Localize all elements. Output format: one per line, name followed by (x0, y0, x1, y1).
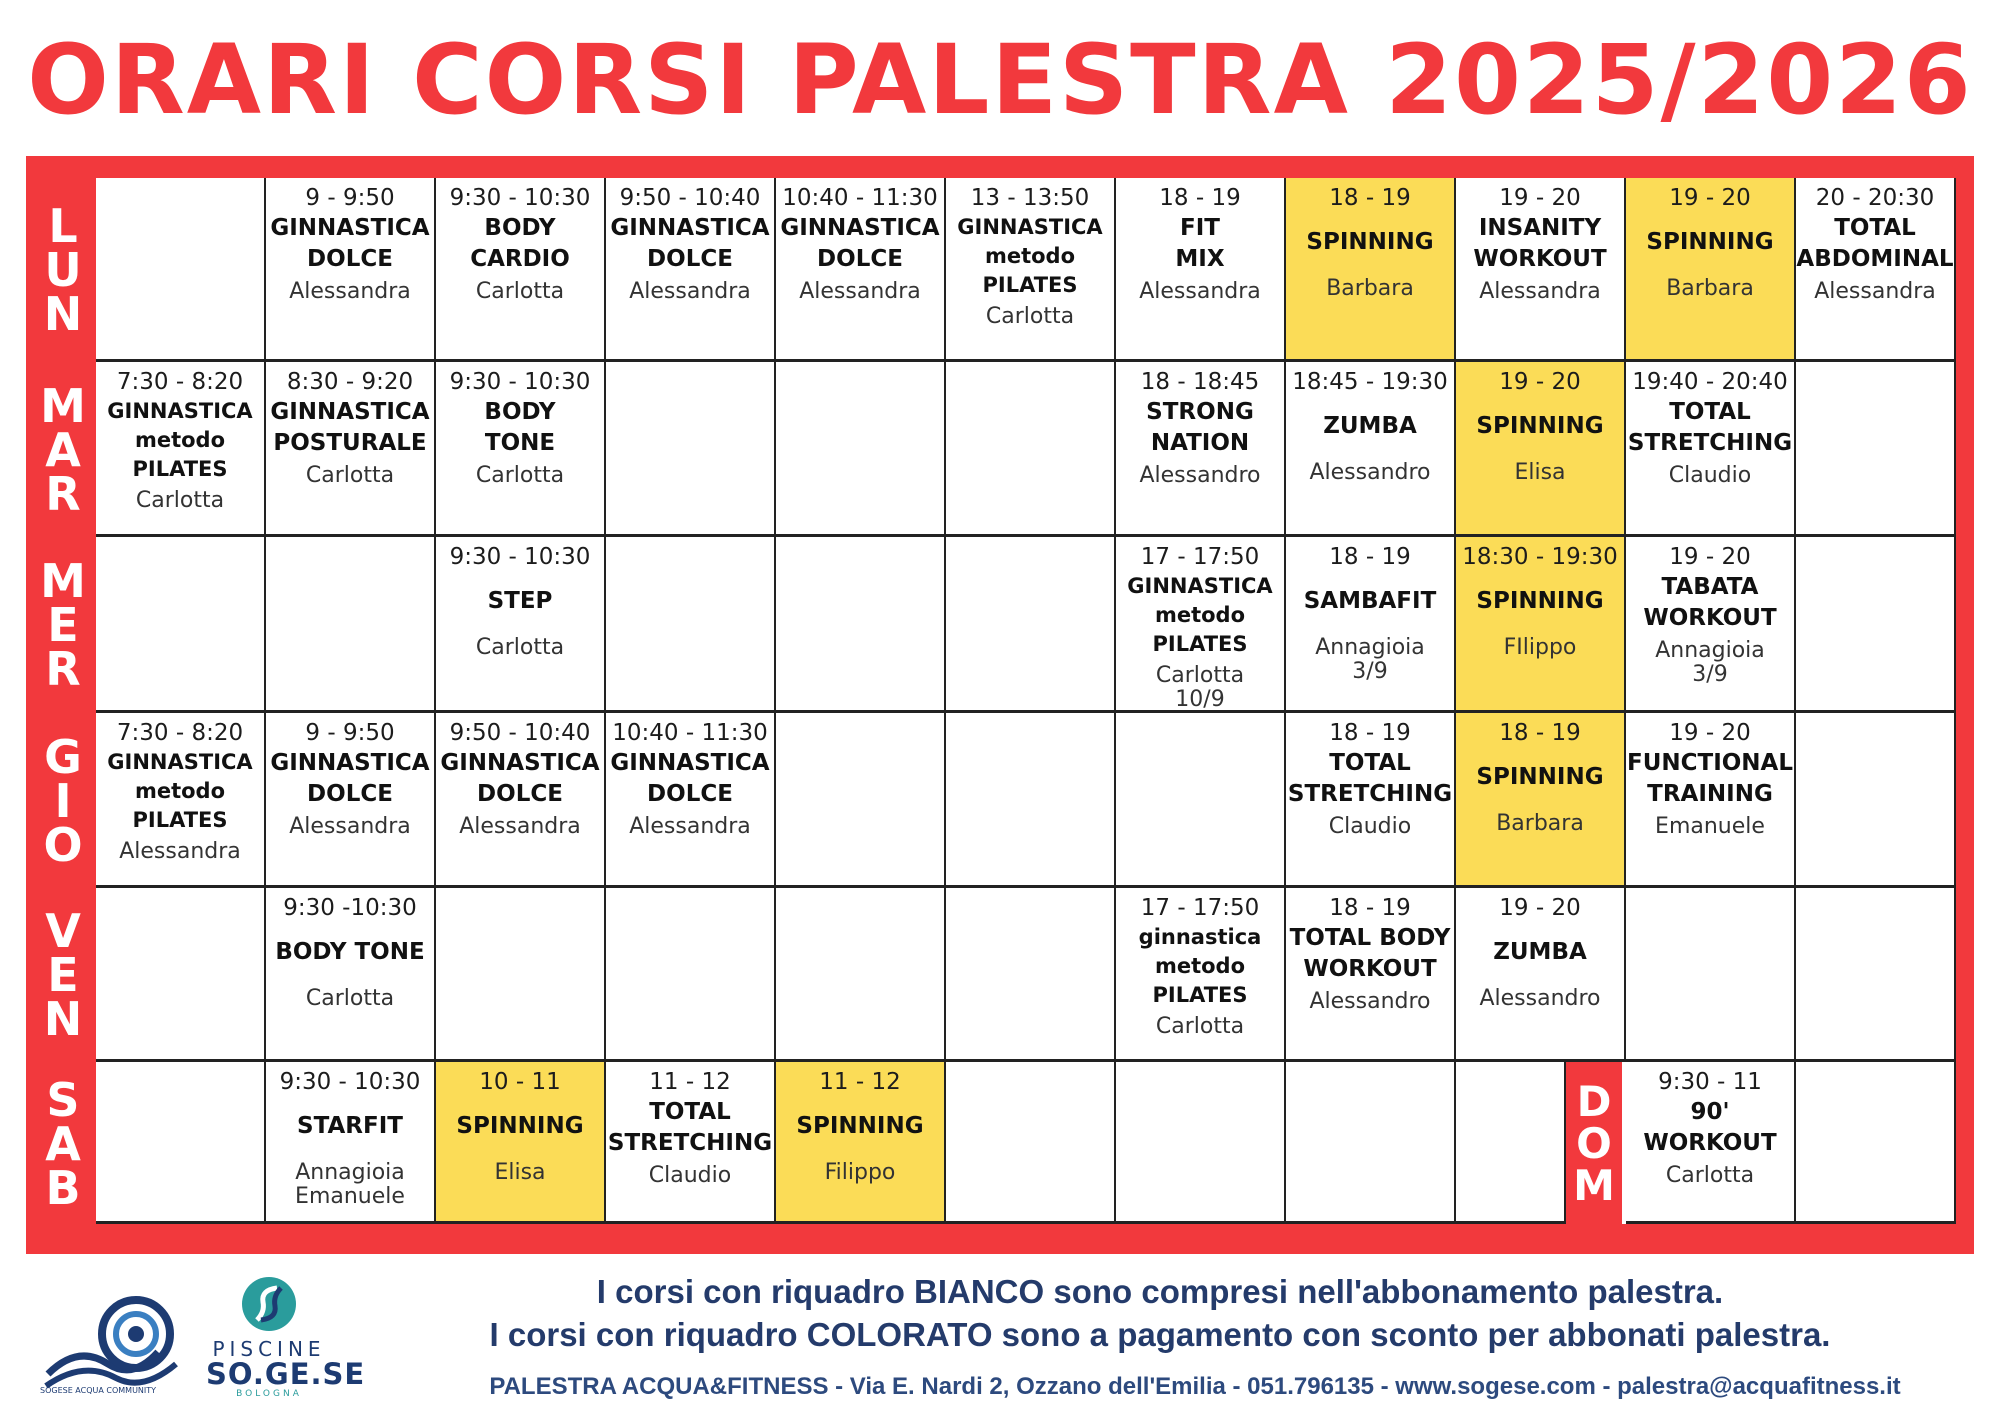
class-slot (606, 1062, 776, 1224)
class-slot (606, 713, 776, 888)
class-name: STEP (487, 588, 553, 614)
class-time: 9:30 -10:30 (283, 895, 417, 921)
empty-slot (1286, 1062, 1456, 1224)
class-slot (1626, 537, 1796, 713)
class-name: TOTAL BODY (1289, 925, 1451, 951)
class-name: GINNASTICA (107, 399, 253, 423)
class-name: GINNASTICA (957, 215, 1103, 239)
empty-slot (946, 888, 1116, 1062)
class-instructor: 10/9 (1175, 687, 1225, 712)
empty-slot (606, 537, 776, 713)
class-name: WORKOUT (1473, 246, 1607, 272)
day-label-gio (30, 713, 96, 888)
class-name: GINNASTICA (107, 750, 253, 774)
class-time: 11 - 12 (649, 1069, 731, 1095)
class-slot (266, 1062, 436, 1224)
day-letter: O (1576, 1119, 1612, 1168)
class-name: BODY TONE (275, 939, 425, 965)
class-instructor: 3/9 (1352, 659, 1388, 684)
empty-slot (1796, 1062, 1956, 1224)
class-name: GINNASTICA (610, 750, 770, 776)
class-name: metodo (134, 779, 226, 803)
day-letter: S (46, 1073, 80, 1127)
empty-slot (946, 1062, 1116, 1224)
class-time: 9:30 - 10:30 (449, 185, 591, 211)
class-instructor: Claudio (1328, 814, 1412, 839)
empty-slot (96, 178, 266, 362)
class-name: PILATES (132, 808, 228, 832)
class-time: 17 - 17:50 (1140, 895, 1260, 921)
empty-slot (96, 537, 266, 713)
class-name: DOLCE (817, 246, 903, 272)
class-slot (1116, 537, 1286, 713)
class-name: STRETCHING (607, 1130, 773, 1156)
empty-slot (1116, 1062, 1286, 1224)
class-slot (1286, 713, 1456, 888)
class-instructor: Barbara (1666, 276, 1754, 301)
class-slot (1626, 713, 1796, 888)
day-label-mar (30, 362, 96, 537)
empty-slot (96, 1062, 266, 1224)
class-name: metodo (1154, 954, 1246, 978)
class-name: WORKOUT (1643, 605, 1777, 631)
class-name: STRETCHING (1627, 430, 1793, 456)
class-time: 18 - 18:45 (1140, 369, 1260, 395)
class-instructor: Alessandra (799, 279, 921, 304)
class-name: ABDOMINAL (1796, 246, 1954, 272)
day-letter: N (43, 287, 83, 341)
class-instructor: Alessandro (1479, 986, 1601, 1011)
empty-slot (1626, 888, 1796, 1062)
class-slot (96, 362, 266, 537)
class-name: DOLCE (647, 246, 733, 272)
class-slot (436, 537, 606, 713)
class-instructor: Annagioia (1315, 635, 1425, 660)
class-slot (1626, 178, 1796, 362)
class-time: 11 - 12 (819, 1069, 901, 1095)
empty-slot (946, 362, 1116, 537)
class-slot (1286, 362, 1456, 537)
class-name: CARDIO (470, 246, 570, 272)
class-slot (1456, 537, 1626, 713)
class-instructor: Emanuele (1655, 814, 1765, 839)
class-time: 18:30 - 19:30 (1462, 544, 1618, 570)
class-time: 19:40 - 20:40 (1632, 369, 1788, 395)
class-time: 17 - 17:50 (1140, 544, 1260, 570)
class-name: TOTAL (1329, 750, 1411, 776)
empty-slot (436, 888, 606, 1062)
class-instructor: Barbara (1496, 811, 1584, 836)
day-letter: I (54, 773, 72, 828)
class-name: BODY (484, 215, 556, 241)
class-instructor: Elisa (494, 1160, 546, 1185)
footer-contacts: PALESTRA ACQUA&FITNESS - Via E. Nardi 2, Ozzano dell'Emilia - 051.796135 - www.sogese.com - palestra@acquafitness.it (489, 1373, 1901, 1400)
class-instructor: Barbara (1326, 276, 1414, 301)
class-instructor: Carlotta (1665, 1163, 1755, 1188)
class-name: GINNASTICA (610, 215, 770, 241)
class-slot (1286, 888, 1456, 1062)
class-name: SPINNING (796, 1113, 924, 1139)
empty-slot (1116, 713, 1286, 888)
class-slot (1286, 537, 1456, 713)
class-name: PILATES (132, 457, 228, 481)
bologna-word: BOLOGNA (236, 1389, 302, 1399)
class-name: FUNCTIONAL (1626, 750, 1794, 776)
empty-slot (776, 713, 946, 888)
day-letter: B (45, 1161, 81, 1215)
class-instructor: Emanuele (295, 1184, 405, 1209)
class-time: 8:30 - 9:20 (286, 369, 414, 395)
class-name: NATION (1150, 430, 1250, 456)
empty-slot (1796, 362, 1956, 537)
class-time: 19 - 20 (1669, 185, 1751, 211)
empty-slot (776, 537, 946, 713)
class-time: 19 - 20 (1499, 895, 1581, 921)
class-instructor: Claudio (1668, 463, 1752, 488)
class-time: 18 - 19 (1329, 895, 1411, 921)
class-instructor: Carlotta (475, 635, 565, 660)
class-time: 10:40 - 11:30 (782, 185, 938, 211)
class-time: 18:45 - 19:30 (1292, 369, 1448, 395)
class-time: 19 - 20 (1669, 720, 1751, 746)
empty-slot (776, 362, 946, 537)
day-label-lun (30, 178, 96, 362)
class-name: DOLCE (647, 781, 733, 807)
class-slot (1626, 362, 1796, 537)
class-time: 10:40 - 11:30 (612, 720, 768, 746)
class-name: metodo (984, 244, 1076, 268)
class-slot (1796, 178, 1956, 362)
empty-slot (946, 537, 1116, 713)
class-instructor: Claudio (648, 1163, 732, 1188)
class-slot (1116, 178, 1286, 362)
class-instructor: Alessandra (119, 839, 241, 864)
class-slot (776, 1062, 946, 1224)
day-letter: G (44, 729, 82, 784)
class-name: SPINNING (1476, 413, 1604, 439)
class-name: TONE (484, 430, 556, 456)
class-instructor: Carlotta (305, 986, 395, 1011)
class-slot (266, 713, 436, 888)
day-letter: M (1573, 1161, 1615, 1210)
piscine-word: PISCINE (212, 1337, 326, 1361)
day-label-dom (1566, 1062, 1622, 1226)
class-name: FIT (1180, 215, 1220, 241)
class-name: ginnastica (1138, 925, 1262, 949)
class-instructor: Alessandra (1139, 279, 1261, 304)
class-slot (946, 178, 1116, 362)
day-letter: D (1576, 1077, 1612, 1126)
day-label-sab (30, 1062, 96, 1226)
class-slot (1456, 362, 1626, 537)
class-time: 20 - 20:30 (1815, 185, 1935, 211)
class-slot (266, 888, 436, 1062)
class-slot (96, 713, 266, 888)
class-name: SPINNING (1476, 588, 1604, 614)
legend-notes (360, 1270, 1960, 1356)
class-instructor: Carlotta (475, 279, 565, 304)
class-name: ZUMBA (1323, 413, 1417, 439)
day-letter: A (45, 422, 81, 477)
class-name: ZUMBA (1493, 939, 1587, 965)
day-label-mer (30, 537, 96, 713)
class-instructor: Annagioia (295, 1160, 405, 1185)
day-letter: A (45, 1117, 81, 1171)
class-slot (776, 178, 946, 362)
class-instructor: Carlotta (985, 304, 1075, 329)
class-slot (1456, 888, 1626, 1062)
day-letter: R (45, 466, 81, 521)
class-instructor: FIlippo (1503, 635, 1577, 660)
class-name: TOTAL (649, 1099, 731, 1125)
empty-slot (776, 888, 946, 1062)
class-time: 19 - 20 (1499, 185, 1581, 211)
class-name: PILATES (1152, 983, 1248, 1007)
empty-slot (1456, 1062, 1566, 1224)
sogese-word: SO.GE.SE (206, 1357, 366, 1391)
class-instructor: Carlotta (1155, 663, 1245, 688)
class-name: GINNASTICA (440, 750, 600, 776)
empty-slot (96, 888, 266, 1062)
class-slot (606, 178, 776, 362)
class-slot (1116, 362, 1286, 537)
day-letter: V (45, 904, 81, 958)
empty-slot (1796, 888, 1956, 1062)
class-slot (436, 1062, 606, 1224)
class-instructor: Filippo (824, 1160, 896, 1185)
class-slot (436, 178, 606, 362)
class-name: DOLCE (307, 246, 393, 272)
day-letter: R (45, 642, 81, 696)
class-time: 9:50 - 10:40 (449, 720, 591, 746)
empty-slot (606, 362, 776, 537)
day-letter: E (47, 948, 79, 1002)
class-name: GINNASTICA (1127, 574, 1273, 598)
empty-slot (266, 537, 436, 713)
class-time: 9:50 - 10:40 (619, 185, 761, 211)
class-name: MIX (1175, 246, 1225, 272)
class-instructor: Alessandra (289, 814, 411, 839)
class-time: 9:30 - 10:30 (279, 1069, 421, 1095)
empty-slot (1796, 537, 1956, 713)
day-letter: O (43, 817, 83, 872)
class-time: 18 - 19 (1159, 185, 1241, 211)
day-letter: U (44, 243, 82, 297)
page-title: ORARI CORSI PALESTRA 2025/2026 (27, 24, 1973, 136)
day-letter: L (48, 199, 78, 253)
class-name: metodo (1154, 603, 1246, 627)
class-name: SPINNING (1646, 229, 1774, 255)
class-name: GINNASTICA (270, 215, 430, 241)
class-name: TOTAL (1669, 399, 1751, 425)
piscine-sogese-logo (206, 1274, 366, 1414)
class-instructor: Carlotta (305, 463, 395, 488)
class-instructor: Alessandra (459, 814, 581, 839)
class-instructor: 3/9 (1692, 662, 1728, 687)
class-time: 18 - 19 (1329, 544, 1411, 570)
class-time: 18 - 19 (1329, 720, 1411, 746)
class-time: 18 - 19 (1499, 720, 1581, 746)
class-instructor: Alessandro (1139, 463, 1261, 488)
day-letter: E (47, 598, 79, 652)
class-name: POSTURALE (273, 430, 427, 456)
class-instructor: Alessandra (1814, 279, 1936, 304)
class-slot (436, 713, 606, 888)
day-letter: M (40, 378, 86, 433)
class-instructor: Alessandra (629, 279, 751, 304)
class-slot (1456, 178, 1626, 362)
class-time: 10 - 11 (479, 1069, 561, 1095)
class-name: BODY (484, 399, 556, 425)
class-slot (1116, 888, 1286, 1062)
class-name: WORKOUT (1303, 956, 1437, 982)
class-slot (266, 178, 436, 362)
class-slot (266, 362, 436, 537)
day-letter: M (40, 554, 86, 608)
class-name: INSANITY (1478, 215, 1602, 241)
class-name: STRONG (1146, 399, 1254, 425)
day-label-ven (30, 888, 96, 1062)
class-name: GINNASTICA (780, 215, 940, 241)
class-time: 19 - 20 (1499, 369, 1581, 395)
class-instructor: Carlotta (475, 463, 565, 488)
class-slot (1286, 178, 1456, 362)
class-name: SPINNING (1306, 229, 1434, 255)
empty-slot (606, 888, 776, 1062)
class-name: STARFIT (297, 1113, 403, 1139)
class-instructor: Elisa (1514, 460, 1566, 485)
day-letter: N (43, 992, 83, 1046)
class-time: 9 - 9:50 (305, 185, 395, 211)
class-name: PILATES (982, 273, 1078, 297)
class-name: SPINNING (1476, 764, 1604, 790)
class-name: WORKOUT (1643, 1130, 1777, 1156)
class-slot (436, 362, 606, 537)
class-time: 18 - 19 (1329, 185, 1411, 211)
class-time: 7:30 - 8:20 (116, 720, 244, 746)
class-time: 9 - 9:50 (305, 720, 395, 746)
class-slot (1626, 1062, 1796, 1224)
legend-note-colored: I corsi con riquadro COLORATO sono a pagamento con sconto per abbonati palestra. (489, 1316, 1831, 1353)
class-name: SPINNING (456, 1113, 584, 1139)
class-time: 9:30 - 10:30 (449, 369, 591, 395)
class-time: 7:30 - 8:20 (116, 369, 244, 395)
schedule-grid (96, 178, 1956, 1224)
class-name: DOLCE (307, 781, 393, 807)
class-name: STRETCHING (1287, 781, 1453, 807)
class-name: PILATES (1152, 632, 1248, 656)
class-name: DOLCE (477, 781, 563, 807)
class-time: 13 - 13:50 (970, 185, 1090, 211)
class-slot (1456, 713, 1626, 888)
class-instructor: Alessandro (1309, 460, 1431, 485)
class-instructor: Alessandra (629, 814, 751, 839)
class-time: 9:30 - 11 (1658, 1069, 1762, 1095)
class-instructor: Annagioia (1655, 638, 1765, 663)
piscine-drop-icon (239, 1274, 299, 1334)
class-name: SAMBAFIT (1303, 588, 1437, 614)
class-instructor: Alessandro (1309, 989, 1431, 1014)
class-time: 9:30 - 10:30 (449, 544, 591, 570)
class-name: TOTAL (1834, 215, 1916, 241)
class-name: GINNASTICA (270, 750, 430, 776)
legend-note-white: I corsi con riquadro BIANCO sono compresi nell'abbonamento palestra. (596, 1273, 1724, 1310)
class-time: 19 - 20 (1669, 544, 1751, 570)
class-instructor: Alessandra (1479, 279, 1601, 304)
class-name: metodo (134, 428, 226, 452)
class-instructor: Carlotta (1155, 1014, 1245, 1039)
class-name: TABATA (1661, 574, 1759, 600)
class-name: GINNASTICA (270, 399, 430, 425)
empty-slot (1796, 713, 1956, 888)
sogese-caption: SOGESE ACQUA COMMUNITY (40, 1386, 157, 1395)
class-name: TRAINING (1647, 781, 1773, 807)
class-instructor: Carlotta (135, 488, 225, 513)
empty-slot (946, 713, 1116, 888)
class-instructor: Alessandra (289, 279, 411, 304)
class-name: 90' (1690, 1099, 1730, 1125)
